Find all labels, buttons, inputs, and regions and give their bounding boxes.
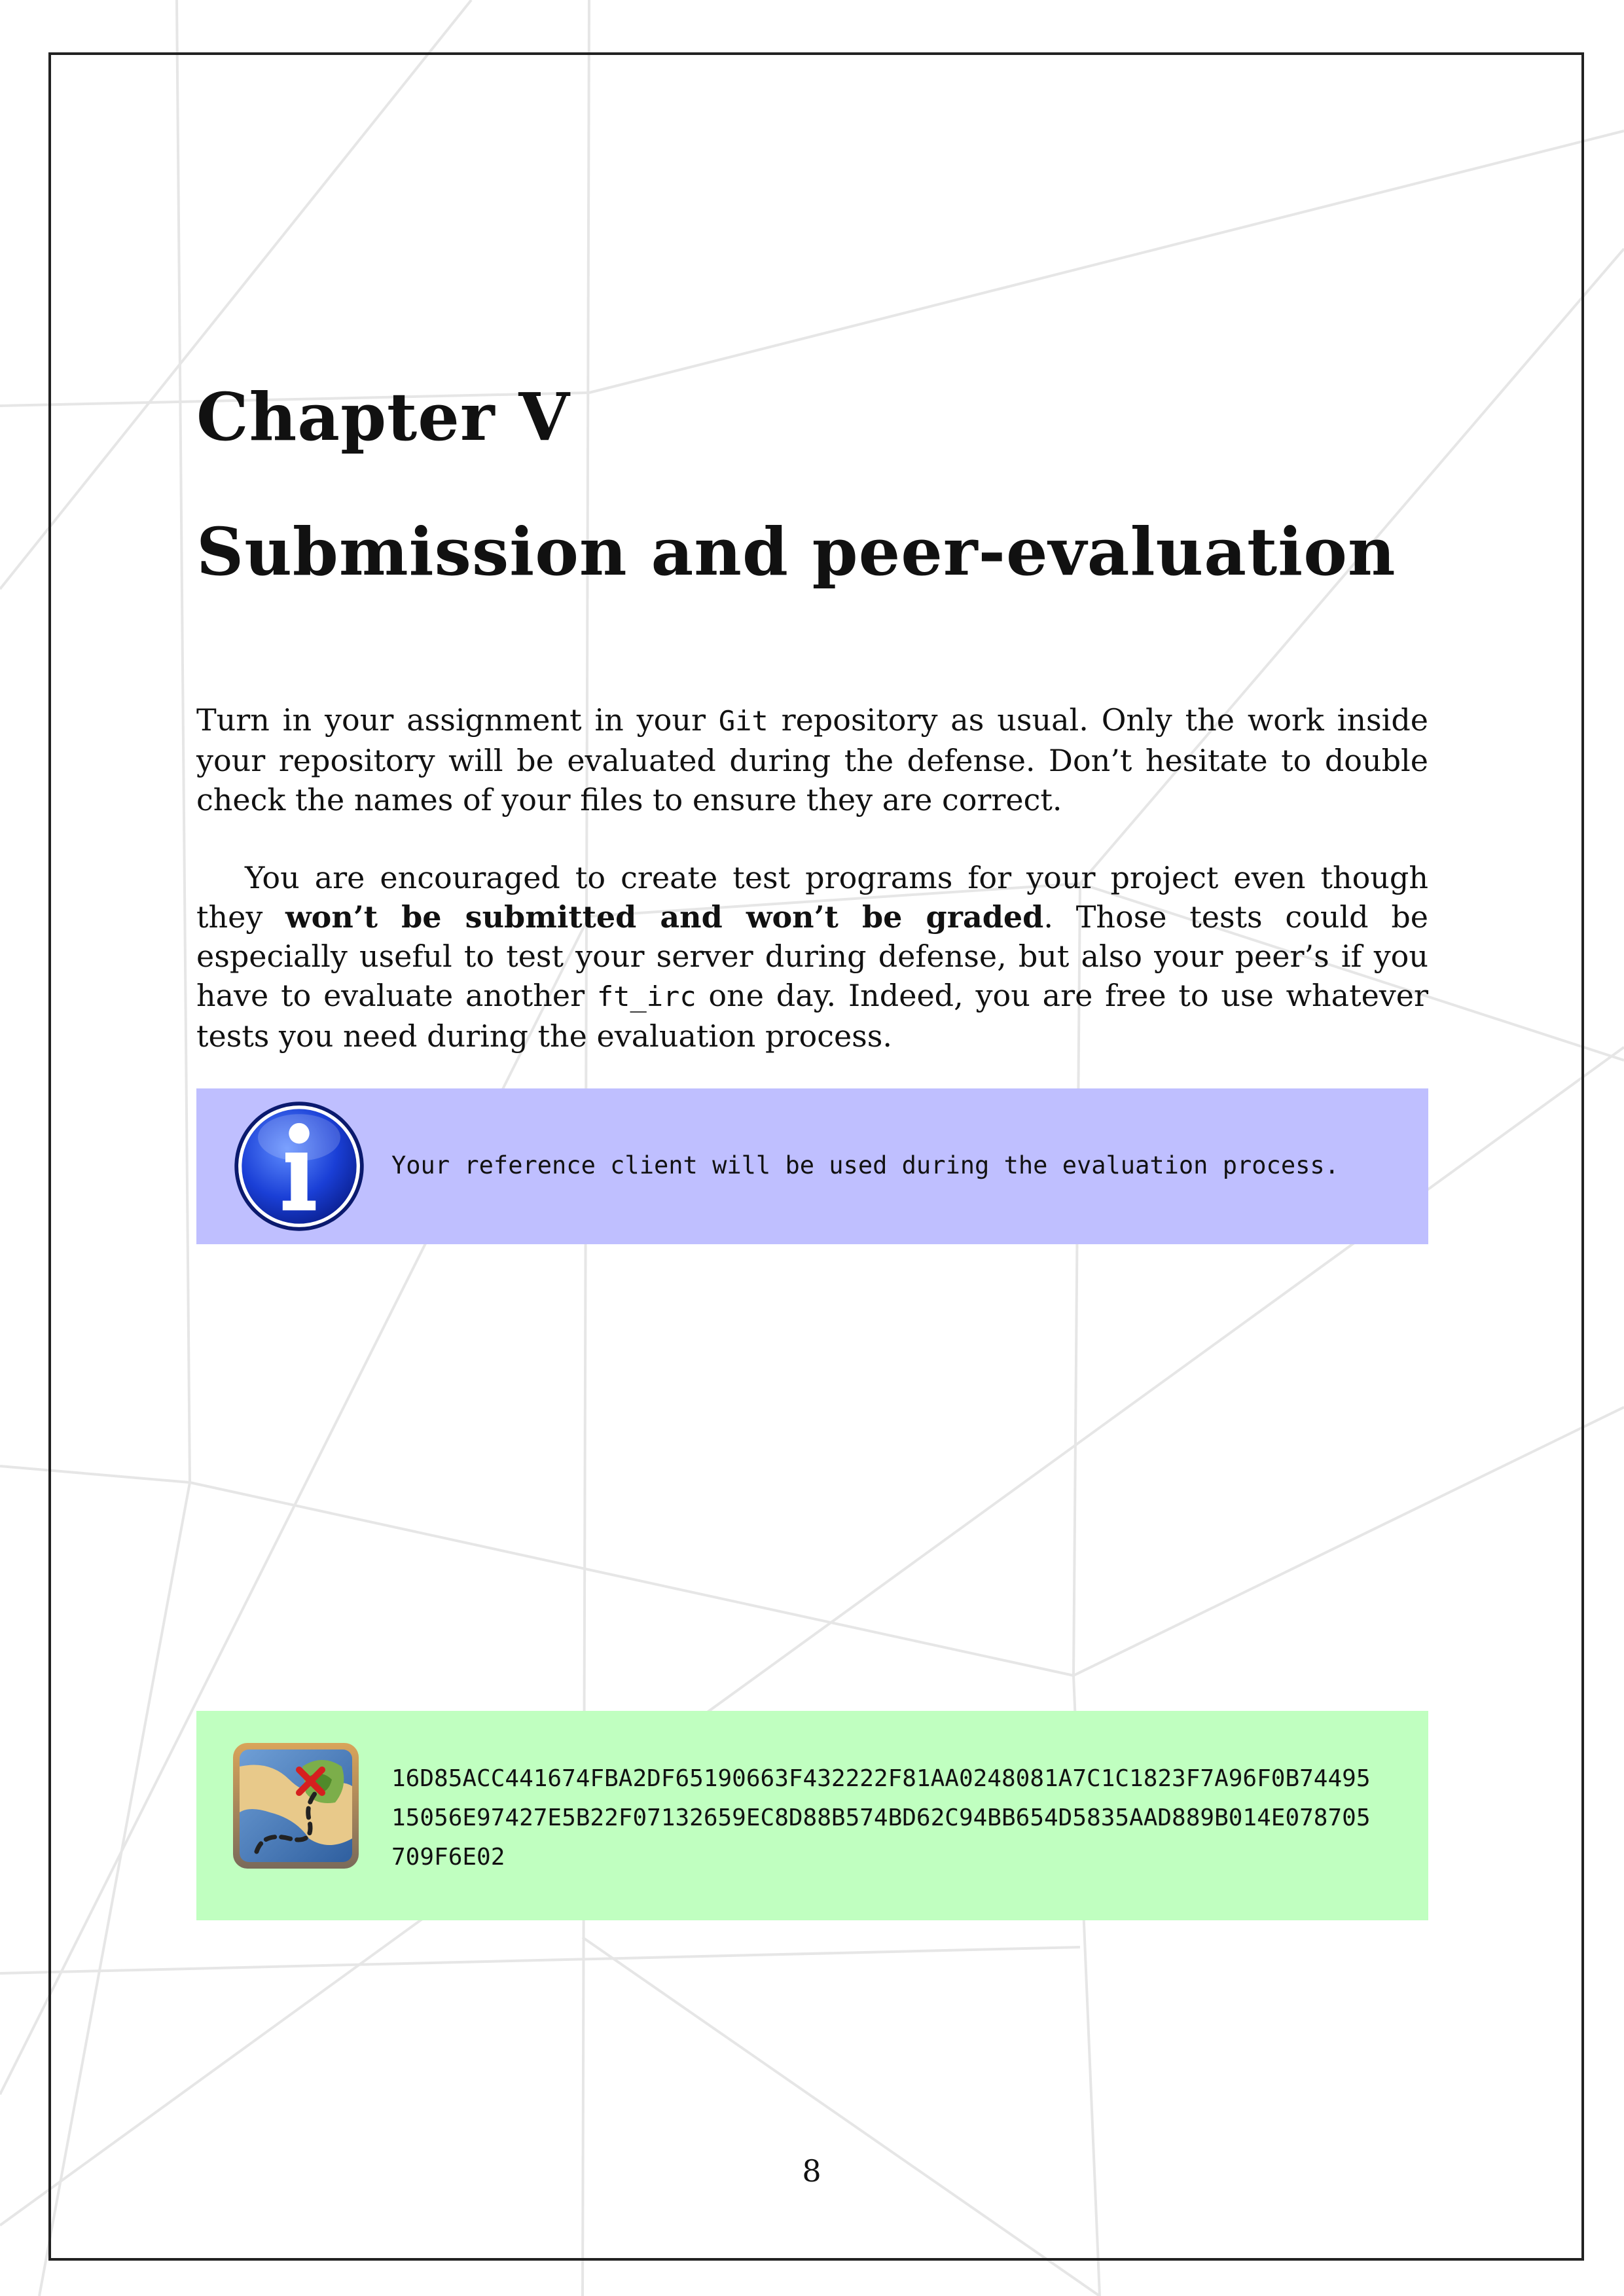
paragraph-text: You are encouraged to create test programs for your project even though they [196,860,1428,935]
hash-callout [196,1711,1428,1920]
paragraph-text: Turn in your assignment in your [196,702,719,738]
code-ft-irc: ft_irc [596,980,696,1013]
hash-line: 15056E97427E5B22F07132659EC8D88B574BD62C94BB654D5835AAD889B014E078705 [391,1804,1371,1831]
section-title: Submission and peer-evaluation [196,513,1396,590]
paragraph-text: . Those tests could be especially useful to test your server during defense, but also your peer’s if you have to evaluate another [196,899,1429,1013]
hash-line: 16D85ACC441674FBA2DF65190663F432222F81AA0248081A7C1C1823F7A96F0B74495 [391,1765,1371,1792]
paragraph-submission [196,700,1428,819]
paragraph-tests [196,858,1428,1056]
page-number: 8 [802,2153,821,2189]
info-icon [230,1098,368,1235]
paragraph-text: one day. Indeed, you are free to use whatever tests you need during the evaluation process. [196,978,1429,1054]
chapter-heading: Chapter V [196,378,570,456]
info-callout [196,1088,1428,1244]
treasure-map-icon [230,1740,361,1871]
hash-line: 709F6E02 [391,1844,505,1871]
code-git: Git [718,705,768,737]
paragraph-text: repository as usual. Only the work inside your repository will be evaluated during the defense. Don’t hesitate to double check the names of your files to ensure they are correct. [196,702,1428,817]
info-text: Your reference client will be used during the evaluation process. [391,1151,1339,1179]
hash-text [391,1759,1371,1877]
emphasis-text: won’t be submitted and won’t be graded [285,899,1044,935]
